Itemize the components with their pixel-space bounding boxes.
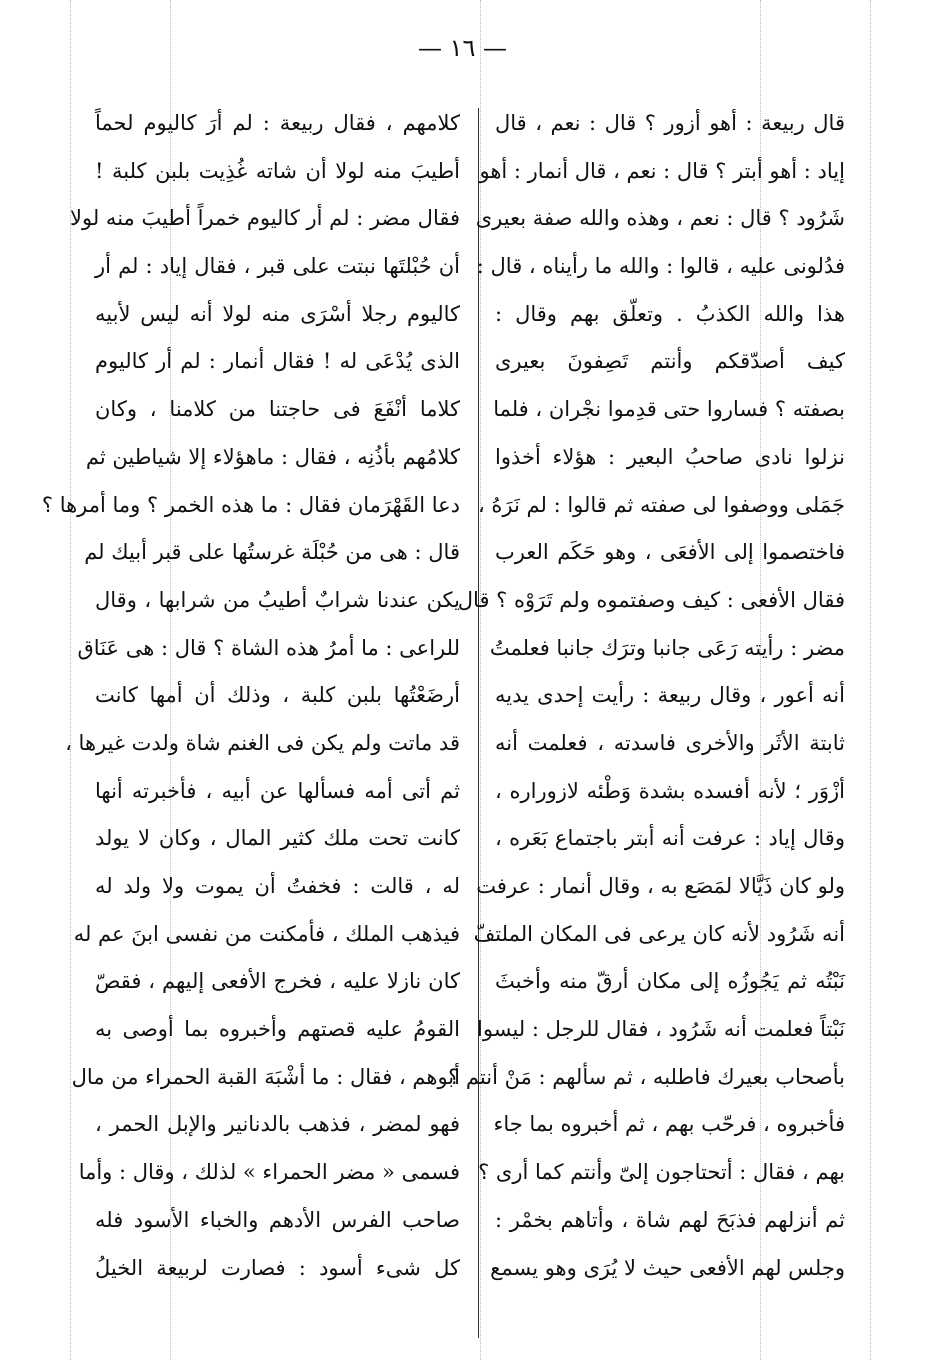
- text-line: أنه شَرُود لأنه كان يرعى فى المكان الملتفّ: [473, 921, 845, 946]
- text-line: قال : هى من حُبْلَة غرستُها على قبر أبيك لم: [84, 540, 460, 565]
- left-column: [41, 100, 460, 1350]
- text-line: كان نازلا عليه ، فخرج الأفعى إليهم ، فقصّ: [95, 969, 460, 994]
- text-line: فدُلونى عليه ، قالوا : والله ما رأيناه ، قال :: [476, 254, 845, 279]
- text-line: إياد : أهو أبتر ؟ قال : نعم ، قال أنمار : أهو: [479, 158, 845, 183]
- text-line: أطيبَ منه لولا أن شاته غُذِيت بلبن كلبة !: [95, 158, 460, 183]
- text-line: وقال إياد : عرفت أنه أبتر باجتماع بَعَره ،: [495, 826, 845, 851]
- text-line: كيف أصدّقكم وأنتم تَصِفونَ بعيرى: [495, 349, 845, 374]
- text-line: نَبْتُه ثم يَجُوزُه إلى مكان أرقّ منه وأخبثَ: [495, 969, 845, 994]
- text-line: بهم ، فقال : أتحتاجون إلىّ وأنتم كما أرى ؟: [478, 1160, 845, 1185]
- text-line: قد ماتت ولم يكن فى الغنم شاة ولدت غيرها ،: [65, 730, 460, 755]
- text-line: قال ربيعة : أهو أزور ؟ قال : نعم ، قال: [495, 111, 845, 135]
- text-line: صاحب الفرس الأدهم والخباء الأسود فله: [95, 1207, 460, 1232]
- text-line: للراعى : ما أمرُ هذه الشاة ؟ قال : هى عَنَاق: [77, 635, 460, 660]
- text-line: القومُ عليه قصتهم وأخبروه بما أوصى به: [95, 1017, 460, 1042]
- text-line: فهو لمضر ، فذهب بالدنانير والإبل الحمر ،: [95, 1112, 460, 1137]
- text-line: نَبْتاً فعلمت أنه شَرُود ، فقال للرجل : ليسوا: [477, 1017, 845, 1042]
- text-line: أنه أعور ، وقال ربيعة : رأيت إحدى يديه: [495, 683, 845, 708]
- text-line: كلامُهم بأذُنِه ، فقال : ماهؤلاء إلا شياطين ثم: [85, 444, 460, 469]
- text-line: فسمى « مضر الحمراء » لذلك ، وقال : وأما: [78, 1160, 460, 1185]
- text-line: بصفته ؟ فساروا حتى قدِموا نجْران ، فلما: [493, 397, 845, 422]
- text-line: هذا والله الكذبُ . وتعلّق بهم وقال :: [495, 301, 845, 326]
- text-line: أرضَعْتُها بلبن كلبة ، وذلك أن أمها كانت: [95, 683, 460, 708]
- text-line: أزْوَر ؛ لأنه أفسده بشدة وَطْئه لازوراره ،: [495, 778, 845, 803]
- text-line: ولو كان ذَيَّالا لمَصَع به ، وقال أنمار : عرفت: [476, 874, 845, 898]
- page-number: — ١٦ —: [417, 34, 508, 62]
- text-line: مضر : رأيته رَعَى جانبا وترَك جانبا فعلمتُ: [489, 635, 845, 660]
- text-line: فقال الأفعى : كيف وصفتموه ولم تَرَوْه ؟ قال: [457, 587, 845, 612]
- text-line: كانت تحت ملك كثير المال ، وكان لا يولد: [95, 826, 460, 851]
- text-line: وجلس لهم الأفعى حيث لا يُرَى وهو يسمع: [490, 1255, 845, 1280]
- text-line: كلاما أنْفَعَ فى حاجتنا من كلامنا ، وكان: [95, 397, 460, 422]
- text-line: يكن عندنا شرابٌ أطيبُ من شرابها ، وقال: [95, 587, 460, 612]
- text-line: له ، قالت : فخفتُ أن يموت ولا ولد له: [95, 874, 460, 898]
- text-line: فيذهب الملك ، فأمكنت من نفسى ابنَ عم له: [73, 921, 460, 946]
- text-line: بأصحاب بعيرك فاطلبه ، ثم سألهم : مَنْ أنتم ؟: [448, 1064, 845, 1089]
- text-line: دعا القَهْرَمان فقال : ما هذه الخمر ؟ وما أمرها ؟: [41, 492, 460, 517]
- text-line: جَمَلى ووصفوا لى صفته ثم قالوا : لم نَرَهُ ،: [477, 492, 845, 517]
- text-line: ثم أنزلهم فذبَحَ لهم شاة ، وأتاهم بخمْر :: [495, 1207, 845, 1232]
- text-line: الذى يُدْعَى له ! فقال أنمار : لم أر كاليوم: [95, 349, 460, 374]
- text-line: أبوهم ، فقال : ما أشْبَهَ القبة الحمراء من مال: [71, 1064, 460, 1089]
- text-line: فأخبروه ، فرحّب بهم ، ثم أخبروه بما جاء: [493, 1112, 845, 1137]
- right-column: [448, 100, 845, 1350]
- text-line: فاختصموا إلى الأفعَى ، وهو حَكَم العرب: [495, 540, 845, 565]
- text-line: فقال مضر : لم أر كاليوم خمراً أطيبَ منه لولا: [70, 206, 460, 231]
- text-line: ثابتة الأثَر والأخرى فاسدته ، فعلمت أنه: [495, 730, 845, 755]
- text-line: أن حُبْلتَها نبتت على قبر ، فقال إياد : لم أر: [95, 254, 460, 279]
- text-line: نزلوا نادى صاحبُ البعير : هؤلاء أخذوا: [495, 444, 845, 469]
- text-line: ثم أتى أمه فسألها عن أبيه ، فأخبرته أنها: [95, 778, 460, 803]
- text-line: شَرُود ؟ قال : نعم ، وهذه والله صفة بعيرى: [475, 206, 845, 231]
- text-line: كل شىء أسود : فصارت لربيعة الخيلُ: [95, 1255, 460, 1280]
- text-line: كلامهم ، فقال ربيعة : لم أرَ كاليوم لحماً: [95, 111, 460, 135]
- page-dots-5: [870, 0, 871, 1360]
- text-line: كاليوم رجلا أسْرَى منه لولا أنه ليس لأبيه: [95, 301, 460, 326]
